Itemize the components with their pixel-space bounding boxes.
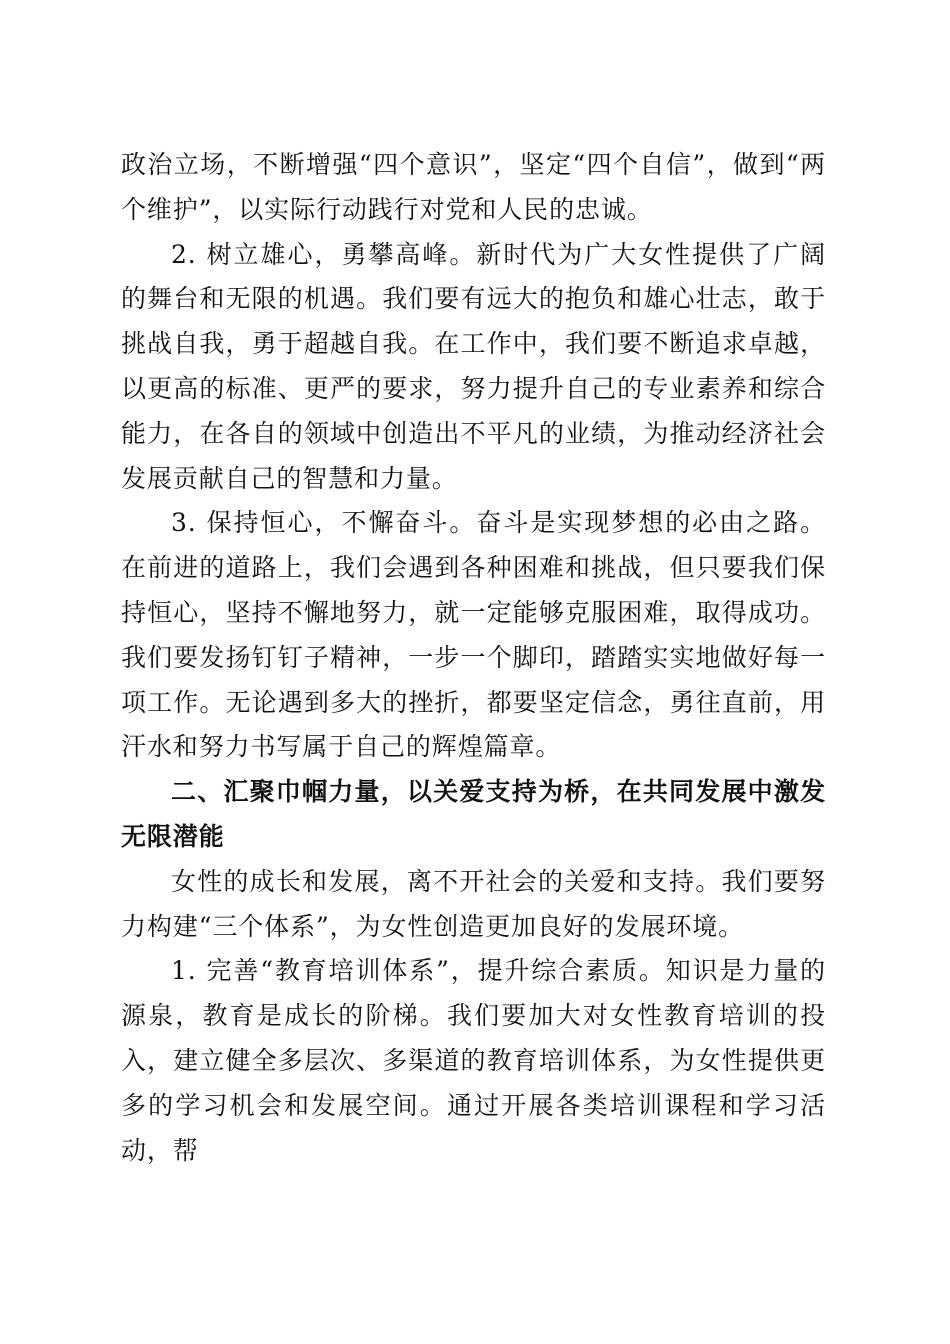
paragraph-intro: 女性的成长和发展，离不开社会的关爱和支持。我们要努力构建“三个体系”，为女性创造更加良好的发展环境。 bbox=[121, 866, 826, 941]
paragraph-point-1: 1. 完善“教育培训体系”，提升综合素质。知识是力量的源泉，教育是成长的阶梯。我们要加大对女性教育培训的投入，建立健全多层次、多渠道的教育培训体系，为女性提供更多的学习机会和发展空间。通过开展各类培训课程和学习活动，帮 bbox=[121, 956, 826, 1165]
paragraph-continuation: 政治立场，不断增强“四个意识”，坚定“四个自信”，做到“两个维护”，以实际行动践行对党和人民的忠诚。 bbox=[121, 150, 826, 224]
section-heading-2: 二、汇聚巾帼力量，以关爱支持为桥，在共同发展中激发无限潜能 bbox=[121, 777, 826, 851]
document-body bbox=[121, 143, 826, 1173]
paragraph-point-3: 3. 保持恒心，不懈奋斗。奋斗是实现梦想的必由之路。在前进的道路上，我们会遇到各种困难和挑战，但只要我们保持恒心，坚持不懈地努力，就一定能够克服困难，取得成功。我们要发扬钉钉子精神，一步一个脚印，踏踏实实地做好每一项工作。无论遇到多大的挫折，都要坚定信念，勇往直前，用汗水和努力书写属于自己的辉煌篇章。 bbox=[121, 508, 826, 762]
paragraph-point-2: 2. 树立雄心，勇攀高峰。新时代为广大女性提供了广阔的舞台和无限的机遇。我们要有远大的抱负和雄心壮志，敢于挑战自我，勇于超越自我。在工作中，我们要不断追求卓越，以更高的标准、更严的要求，努力提升自己的专业素养和综合能力，在各自的领域中创造出不平凡的业绩，为推动经济社会发展贡献自己的智慧和力量。 bbox=[121, 239, 826, 493]
